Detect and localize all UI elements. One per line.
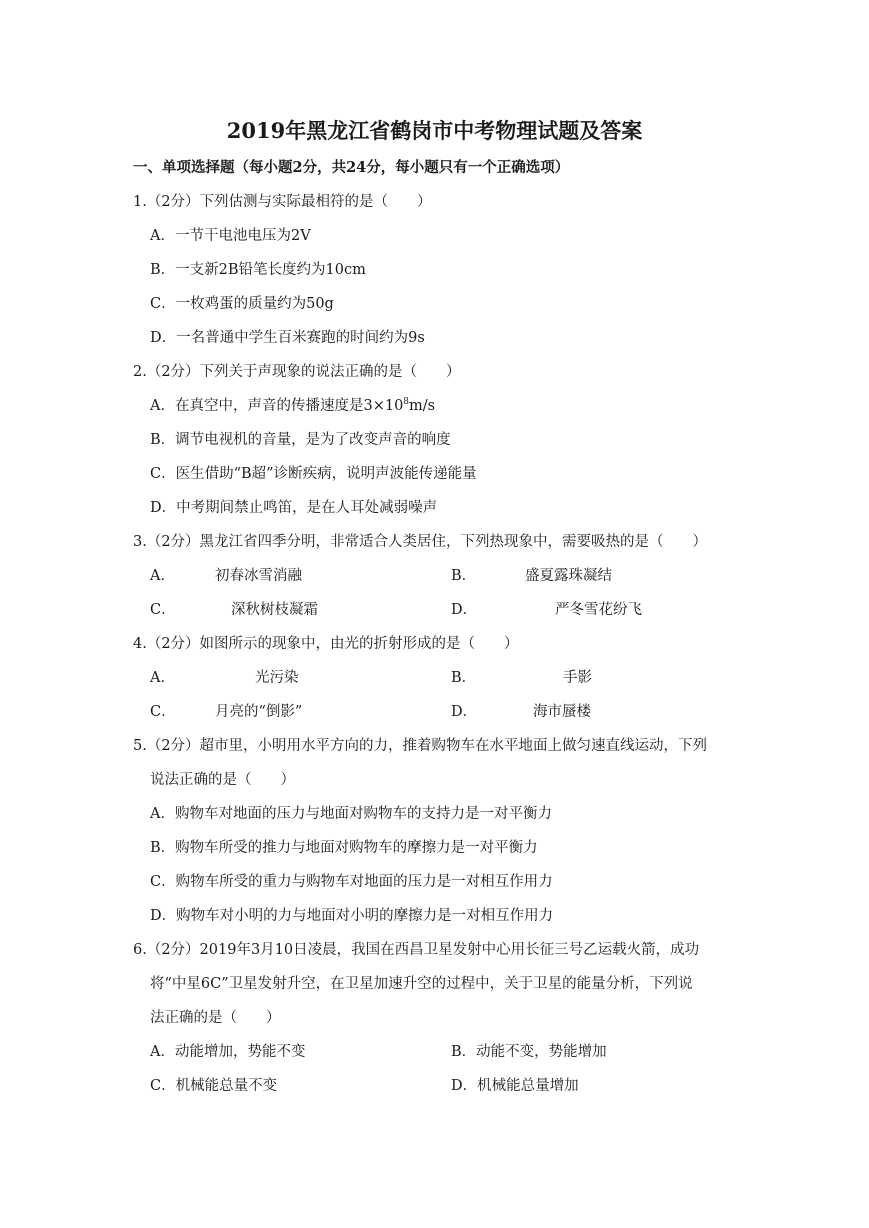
question-1-stem: 1.（2分）下列估测与实际最相符的是（ ）	[133, 194, 432, 210]
question-3-option-c-text: 深秋树枝凝霜	[231, 602, 318, 618]
question-4-option-b-text: 手影	[563, 670, 592, 686]
question-4-option-b-letter: B．	[451, 670, 477, 686]
question-3-option-c-letter: C．	[150, 602, 176, 618]
question-4-stem: 4.（2分）如图所示的现象中，由光的折射形成的是（ ）	[133, 636, 519, 652]
page-title: 2019年黑龙江省鹤岗市中考物理试题及答案	[226, 118, 643, 143]
question-3-option-a-letter: A．	[150, 568, 175, 584]
question-4-option-c-text: 月亮的“倒影”	[215, 704, 303, 720]
question-3-option-d-letter: D．	[451, 602, 478, 618]
question-1-option-c: C．一枚鸡蛋的质量约为50g	[150, 296, 334, 312]
question-3-stem: 3.（2分）黑龙江省四季分明，非常适合人类居住，下列热现象中，需要吸热的是（ ）	[133, 534, 708, 550]
question-4-option-d-letter: D．	[451, 704, 478, 720]
question-6-stem-line-3: 法正确的是（ ）	[150, 1010, 281, 1026]
question-2-option-c: C．医生借助“B超”诊断疾病，说明声波能传递能量	[150, 466, 477, 482]
question-6-option-d: D．机械能总量增加	[451, 1078, 579, 1094]
question-5-option-c: C．购物车所受的重力与购物车对地面的压力是一对相互作用力	[150, 874, 553, 890]
option-a-text: A．在真空中，声音的传播速度是3×10	[150, 398, 404, 414]
question-5-option-a: A．购物车对地面的压力与地面对购物车的支持力是一对平衡力	[150, 806, 552, 822]
question-1-option-b: B．一支新2B铅笔长度约为10cm	[150, 262, 366, 278]
question-3-option-b-text: 盛夏露珠凝结	[525, 568, 612, 584]
question-1-option-a: A．一节干电池电压为2V	[150, 228, 311, 244]
question-4-option-c-letter: C．	[150, 704, 176, 720]
question-5-option-b: B．购物车所受的推力与地面对购物车的摩擦力是一对平衡力	[150, 840, 538, 856]
question-4-option-a-letter: A．	[150, 670, 175, 686]
question-6-stem-line-2: 将“中星6C”卫星发射升空，在卫星加速升空的过程中，关于卫星的能量分析，下列说	[150, 976, 693, 992]
question-3-option-b-letter: B．	[451, 568, 477, 584]
question-5-stem-line-2: 说法正确的是（ ）	[150, 772, 295, 788]
question-6-option-b: B．动能不变，势能增加	[451, 1044, 607, 1060]
question-6-stem-line-1: 6.（2分）2019年3月10日凌晨，我国在西昌卫星发射中心用长征三号乙运载火箭，成功	[133, 942, 700, 958]
question-2-option-b: B．调节电视机的音量，是为了改变声音的响度	[150, 432, 451, 448]
question-3-option-d-text: 严冬雪花纷飞	[555, 602, 642, 618]
option-a-unit: m/s	[409, 398, 436, 414]
question-5-option-d: D．购物车对小明的力与地面对小明的摩擦力是一对相互作用力	[150, 908, 554, 924]
question-2-option-a	[150, 396, 435, 416]
question-6-option-a: A．动能增加，势能不变	[150, 1044, 306, 1060]
question-6-option-c: C．机械能总量不变	[150, 1078, 278, 1094]
question-1-option-d: D．一名普通中学生百米赛跑的时间约为9s	[150, 330, 425, 346]
exponent: 8	[403, 397, 410, 408]
question-4-option-d-text: 海市蜃楼	[533, 704, 591, 720]
question-2-option-d: D．中考期间禁止鸣笛，是在人耳处减弱噪声	[150, 500, 438, 516]
section-heading: 一、单项选择题（每小题2分，共24分，每小题只有一个正确选项）	[133, 159, 570, 176]
question-2-stem: 2.（2分）下列关于声现象的说法正确的是（ ）	[133, 364, 461, 380]
question-5-stem-line-1: 5.（2分）超市里，小明用水平方向的力，推着购物车在水平地面上做匀速直线运动，下列	[133, 738, 708, 754]
question-4-option-a-text: 光污染	[255, 670, 299, 686]
question-3-option-a-text: 初春冰雪消融	[215, 568, 302, 584]
